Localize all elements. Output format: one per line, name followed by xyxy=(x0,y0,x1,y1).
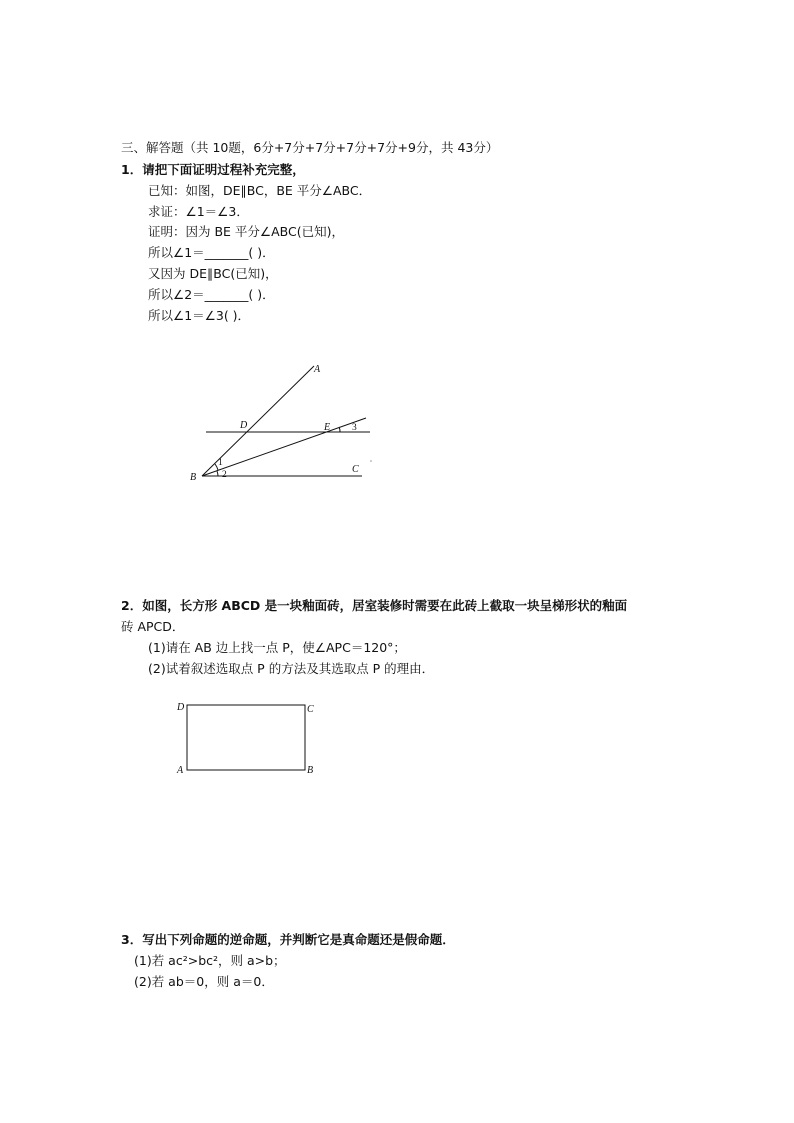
label-d: D xyxy=(177,702,185,713)
label-c: C xyxy=(307,704,314,715)
q1-proof-line2: 所以∠1＝_______( )． xyxy=(148,245,275,260)
q3-sub2: (2)若 ab＝0，则 a＝0． xyxy=(134,974,274,989)
q3-title: 3．写出下列命题的逆命题，并判断它是真命题还是假命题． xyxy=(121,932,455,947)
q1-given: 已知：如图，DE∥BC，BE 平分∠ABC． xyxy=(148,183,372,198)
label-angle3: 3 xyxy=(352,423,357,433)
q1-proof-line4: 所以∠2＝_______( )． xyxy=(148,287,275,302)
label-b: B xyxy=(190,472,197,483)
q2-title-line2: 砖 APCD． xyxy=(121,619,185,634)
section-heading: 三、解答题（共 10题，6分+7分+7分+7分+7分+9分，共 43分） xyxy=(121,140,499,155)
label-a: A xyxy=(177,765,184,776)
q1-proof-line1: 证明：因为 BE 平分∠ABC(已知)， xyxy=(148,224,345,239)
label-a: A xyxy=(314,364,321,375)
q1-prove: 求证：∠1＝∠3． xyxy=(148,204,249,219)
label-d: D xyxy=(240,420,248,431)
q1-proof-line5: 所以∠1＝∠3( )． xyxy=(148,308,251,323)
rectangle-abcd xyxy=(187,705,305,770)
q3-sub1: (1)若 ac²>bc²，则 a>b； xyxy=(134,953,286,968)
label-c: C xyxy=(352,464,359,475)
q2-title-line1: 2．如图，长方形 ABCD 是一块釉面砖，居室装修时需要在此砖上截取一块呈梯形状的釉面 xyxy=(121,598,628,613)
q2-sub1: (1)请在 AB 边上找一点 P，使∠APC＝120°； xyxy=(148,640,406,655)
label-angle1: 1 xyxy=(218,458,223,468)
label-b: B xyxy=(307,765,314,776)
q1-proof-line3: 又因为 DE∥BC(已知)， xyxy=(148,266,278,281)
q2-sub2: (2)试着叙述选取点 P 的方法及其选取点 P 的理由． xyxy=(148,661,435,676)
q1-title: 1．请把下面证明过程补充完整， xyxy=(121,162,305,177)
label-e: E xyxy=(324,422,331,433)
label-angle2: 2 xyxy=(222,470,227,480)
